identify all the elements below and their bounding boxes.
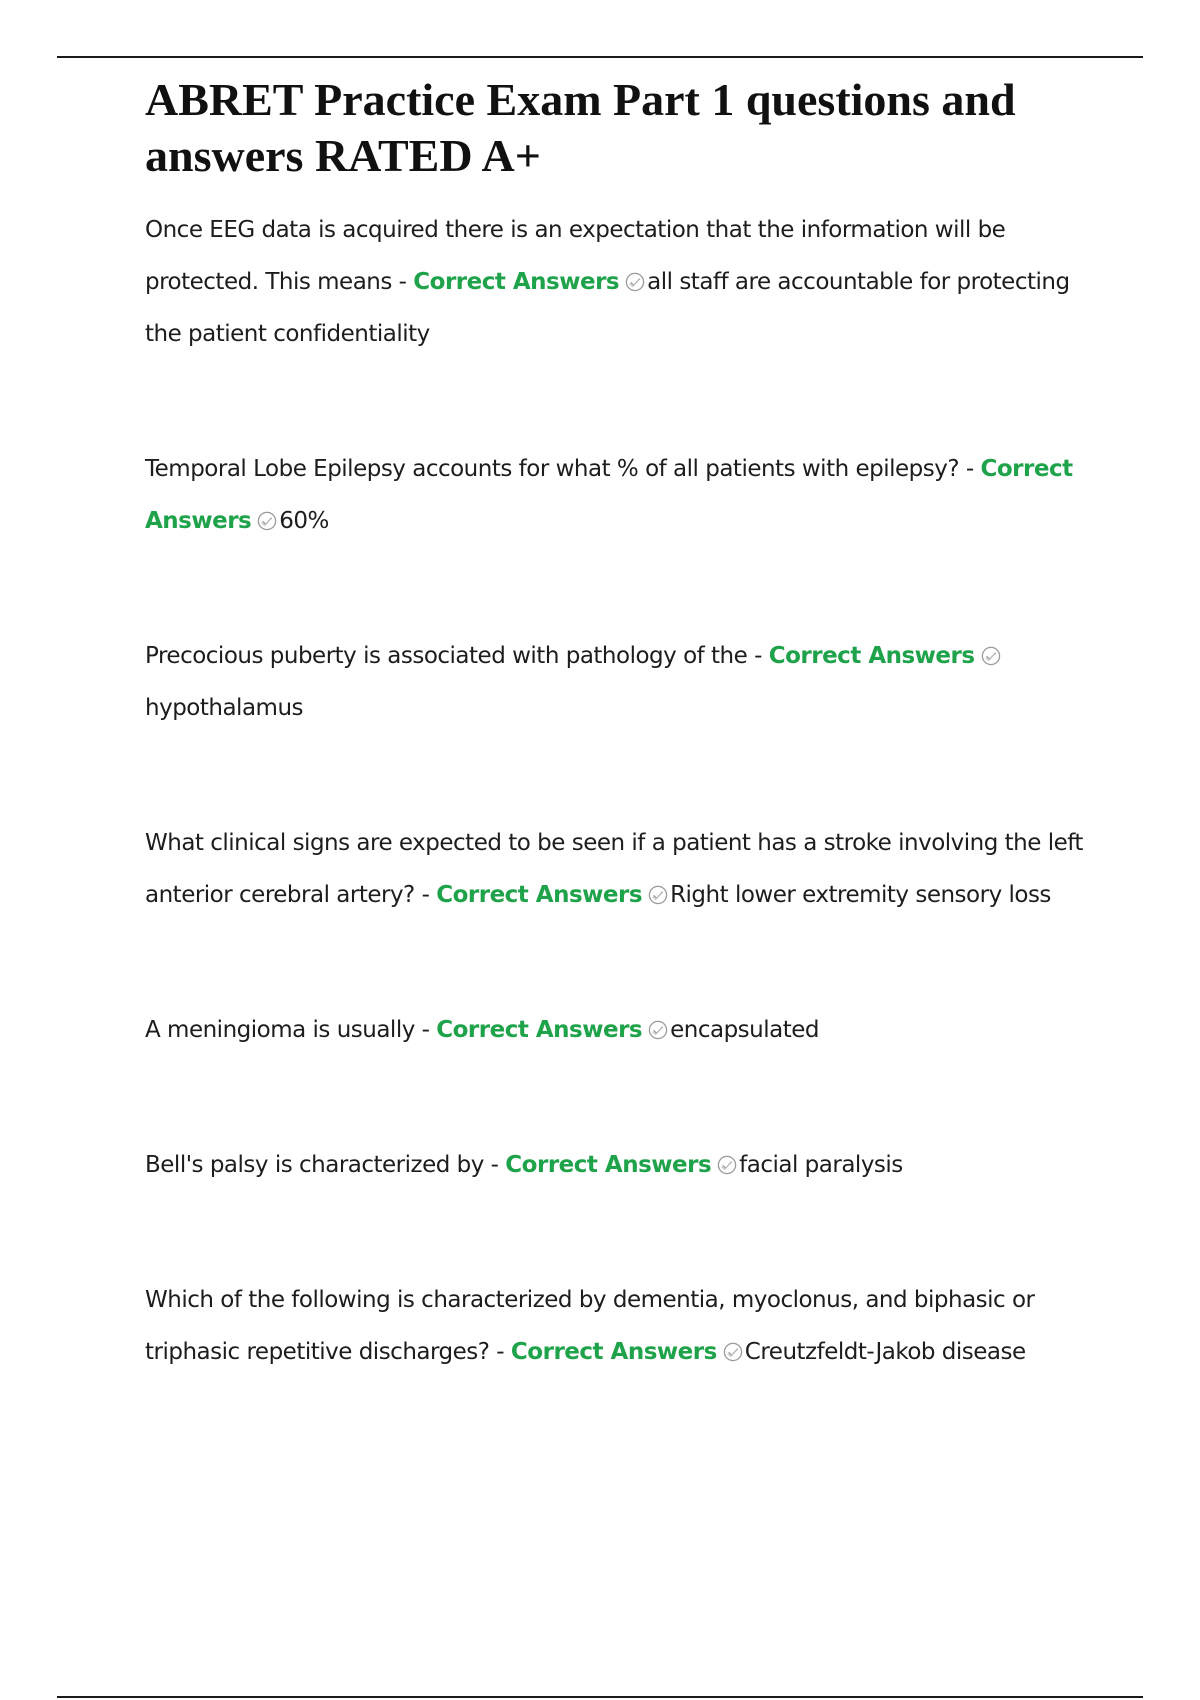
check-circle-icon — [717, 1155, 737, 1175]
qa-item — [145, 1004, 1090, 1056]
question-text: Temporal Lobe Epilepsy accounts for what % of all patients with epilepsy? — [145, 456, 960, 482]
check-circle-icon — [648, 1020, 668, 1040]
bottom-rule — [57, 1696, 1143, 1698]
correct-answers-label: Correct Answers — [510, 1339, 717, 1365]
question-text: Bell's palsy is characterized by — [145, 1152, 484, 1178]
qa-list — [145, 204, 1090, 1378]
separator: - — [391, 269, 414, 295]
separator: - — [489, 1339, 511, 1365]
qa-item — [145, 1274, 1090, 1378]
qa-item — [145, 443, 1090, 547]
correct-answers-label: Correct Answers — [145, 456, 1073, 534]
correct-answers-label: Correct Answers — [436, 882, 643, 908]
check-circle-icon — [981, 646, 1001, 666]
check-circle-icon — [723, 1342, 743, 1362]
separator: - — [414, 882, 437, 908]
separator: - — [483, 1152, 506, 1178]
qa-item — [145, 817, 1090, 921]
separator: - — [959, 456, 981, 482]
answer-text: Creutzfeldt-Jakob disease — [744, 1339, 1026, 1365]
question-text: A meningioma is usually — [145, 1017, 415, 1043]
correct-answers-label: Correct Answers — [768, 643, 975, 669]
answer-text: Right lower extremity sensory loss — [670, 882, 1051, 908]
separator: - — [414, 1017, 437, 1043]
question-text: Once EEG data is acquired there is an expectation that the information will be protected. This means — [145, 217, 1006, 295]
separator: - — [747, 643, 769, 669]
check-circle-icon — [625, 272, 645, 292]
qa-item — [145, 204, 1090, 360]
qa-item — [145, 630, 1090, 734]
correct-answers-label: Correct Answers — [505, 1152, 712, 1178]
question-text: Precocious puberty is associated with pathology of the — [145, 643, 748, 669]
answer-text: hypothalamus — [145, 695, 303, 721]
correct-answers-label: Correct Answers — [436, 1017, 643, 1043]
check-circle-icon — [257, 511, 277, 531]
answer-text: encapsulated — [670, 1017, 819, 1043]
answer-text: facial paralysis — [739, 1152, 903, 1178]
check-circle-icon — [648, 885, 668, 905]
page-title: ABRET Practice Exam Part 1 questions and answers RATED A+ — [145, 74, 1016, 181]
correct-answers-label: Correct Answers — [413, 269, 620, 295]
qa-item — [145, 1139, 1090, 1191]
top-rule — [57, 56, 1143, 58]
answer-text: all staff are accountable for protecting the patient confidentiality — [145, 269, 1070, 347]
answer-text: 60% — [279, 508, 329, 534]
document-body — [145, 72, 1090, 1461]
question-text: Which of the following is characterized by dementia, myoclonus, and biphasic or triphasic repetitive discharges? — [145, 1287, 1035, 1365]
question-text: What clinical signs are expected to be seen if a patient has a stroke involving the left anterior cerebral artery? — [145, 830, 1083, 908]
